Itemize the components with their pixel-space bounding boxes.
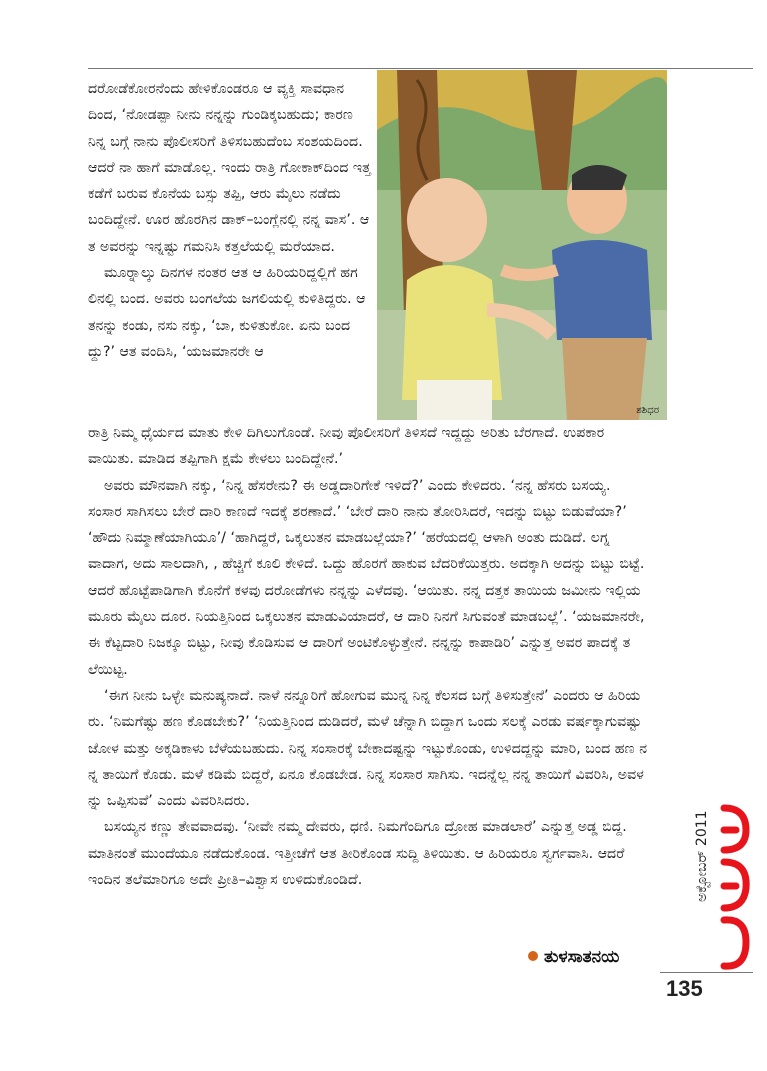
story-body-text (88, 420, 648, 893)
paragraph: ಮೂರ್‍ನಾಲ್ಕು ದಿನಗಳ ನಂತರ ಆತ ಆ ಹಿರಿಯರಿದ್ದಲ್ಲಿಗೆ ಹಗಲಿನಲ್ಲಿ ಬಂದ. ಅವರು ಬಂಗಲೆಯ ಜಗಲಿಯಲ್ಲಿ ಕುಳಿತಿದ್ದರು. ಆತನನ್ನು ಕಂಡು, ನಸು ನಕ್ಕು, ‘ಬಾ, ಕುಳಿತುಕೋ. ಏನು ಬಂದದ್ದು?’ ಆತ ವಂದಿಸಿ, ‘ಯಜಮಾನರೇ ಆ (88, 265, 366, 360)
mayura-masthead-logo (716, 800, 754, 975)
story-illustration (377, 70, 667, 420)
page-number: 135 (666, 976, 703, 1001)
artist-signature: ಶಶಿಧರ (636, 405, 659, 416)
paragraph: ಬಸಯ್ಯನ ಕಣ್ಣು ತೇವವಾದವು. ‘ನೀವೇ ನಮ್ಮ ದೇವರು, ಧಣಿ. ನಿಮಗೆಂದಿಗೂ ದ್ರೋಹ ಮಾಡಲಾರೆ’ ಎನ್ನುತ್ತ ಅಡ್ಡ ಬಿದ್ದ. ಮಾತಿನಂತೆ ಮುಂದೆಯೂ ನಡೆದುಕೊಂಡ. ಇತ್ತೀಚೆಗೆ ಆತ ತೀರಿಕೊಂಡ ಸುದ್ದಿ ತಿಳಿಯಿತು. ಆ ಹಿರಿಯರೂ ಸ್ವರ್ಗವಾಸಿ. ಆದರೆ ಇಂದಿನ ತಲೆಮಾರಿಗೂ ಅದೇ ಪ್ರೀತಿ–ವಿಶ್ವಾಸ ಉಳಿದುಕೊಂಡಿದೆ. (88, 819, 627, 889)
paragraph: ದರೋಡೆಕೋರನೆಂದು ಹೇಳಿಕೊಂಡರೂ ಆ ವ್ಯಕ್ತಿ ಸಾವಧಾನದಿಂದ, ‘ನೋಡಪ್ಪಾ ನೀನು ನನ್ನನ್ನು ಗುಂಡಿಕ್ಕಬಹುದು; ಕಾರಣ ನಿನ್ನ ಬಗ್ಗೆ ನಾನು ಪೊಲೀಸರಿಗೆ ತಿಳಿಸಬಹುದೆಂಬ ಸಂಶಯದಿಂದ. ಆದರೆ ನಾ ಹಾಗೆ ಮಾಡೊಲ್ಲ. ಇಂದು ರಾತ್ರಿ ಗೋಕಾಕ್‌ದಿಂದ ಇತ್ತ ಕಡೆಗೆ ಬರುವ ಕೊನೆಯ ಬಸ್ಸು ತಪ್ಪಿ, ಆರು ಮೈಲು ನಡೆದು ಬಂದಿದ್ದೇನೆ. ಊರ ಹೊರಗಿನ ಡಾಕ್‌–ಬಂಗ್ಲೆನಲ್ಲಿ ನನ್ನ ವಾಸ’. ಆತ ಅವರನ್ನು ಇನ್ನಷ್ಟು ಗಮನಿಸಿ ಕತ್ತಲೆಯಲ್ಲಿ ಮರೆಯಾದ. (88, 81, 371, 255)
illustration-art (377, 70, 667, 420)
story-column-text (88, 76, 372, 365)
paragraph: ‘ಈಗ ನೀನು ಒಳ್ಳೇ ಮನುಷ್ಯನಾದೆ. ನಾಳೆ ನನ್ನೂರಿಗೆ ಹೋಗುವ ಮುನ್ನ ನಿನ್ನ ಕೆಲಸದ ಬಗ್ಗೆ ತಿಳಿಸುತ್ತೇನೆ’ ಎಂದರು ಆ ಹಿರಿಯರು. ‘ನಿಮಗೆಷ್ಟು ಹಣ ಕೊಡಬೇಕು?’ ‘ನಿಯತ್ತಿನಿಂದ ದುಡಿದರೆ, ಮಳೆ ಚೆನ್ನಾಗಿ ಬಿದ್ದಾಗ ಒಂದು ಸಲಕ್ಕೆ ಎರಡು ವರ್ಷಕ್ಕಾಗುವಷ್ಟು ಜೋಳ ಮತ್ತು ಅಕ್ಕಡಿಕಾಳು ಬೆಳೆಯಬಹುದು. ನಿನ್ನ ಸಂಸಾರಕ್ಕೆ ಬೇಕಾದಷ್ಟನ್ನು ಇಟ್ಟುಕೊಂಡು, ಉಳಿದದ್ದನ್ನು ಮಾರಿ, ಬಂದ ಹಣ ನನ್ನ ತಾಯಿಗೆ ಕೊಡು. ಮಳೆ ಕಡಿಮೆ ಬಿದ್ದರೆ, ಏನೂ ಕೊಡಬೇಡ. ನಿನ್ನ ಸಂಸಾರ ಸಾಗಿಸು. ಇದನ್ನೆಲ್ಲ ನನ್ನ ತಾಯಿಗೆ ವಿವರಿಸಿ, ಅವಳನ್ನು ಒಪ್ಪಿಸುವೆ’ ಎಂದು ವಿವರಿಸಿದರು. (88, 687, 648, 810)
bullet-dot-icon (528, 951, 538, 961)
author-byline (528, 947, 619, 967)
top-rule (88, 68, 753, 69)
paragraph: ಅವರು ಮೌನವಾಗಿ ನಕ್ಕು, ‘ನಿನ್ನ ಹೆಸರೇನು? ಈ ಅಡ್ಡದಾರಿಗೇಕೆ ಇಳಿದೆ?’ ಎಂದು ಕೇಳಿದರು. ‘ನನ್ನ ಹೆಸರು ಬಸಯ್ಯ. ಸಂಸಾರ ಸಾಗಿಸಲು ಬೇರೆ ದಾರಿ ಕಾಣದೆ ಇದಕ್ಕೆ ಶರಣಾದೆ.’ ‘ಬೇರೆ ದಾರಿ ನಾನು ತೋರಿಸಿದರೆ, ಇದನ್ನು ಬಿಟ್ಟು ಬಿಡುವೆಯಾ?’ ‘ಹೌದು ನಿಮ್ಮಾಣೆಯಾಗಿಯೂ’/ ‘ಹಾಗಿದ್ದರೆ, ಒಕ್ಕಲುತನ ಮಾಡಬಲ್ಲೆಯಾ?’ ‘ಹರೆಯದಲ್ಲಿ ಆಳಾಗಿ ಅಂತು ದುಡಿದೆ. ಲಗ್ನವಾದಾಗ, ಅದು ಸಾಲದಾಗಿ, , ಹೆಚ್ಚಿಗೆ ಕೂಲಿ ಕೇಳಿದೆ. ಒದ್ದು ಹೊರಗೆ ಹಾಕುವ ಬೆದರಿಕೆಯಿತ್ತರು. ಅದಕ್ಕಾಗಿ ಅದನ್ನು ಬಿಟ್ಟು ಬಿಟ್ಟೆ. ಆದರೆ ಹೊಟ್ಟೆಪಾಡಿಗಾಗಿ ಕೊನೆಗೆ ಕಳವು ದರೋಡೆಗಳು ನನ್ನನ್ನು ಎಳೆದವು. ‘ಆಯಿತು. ನನ್ನ ದತ್ತಕ ತಾಯಿಯ ಜಮೀನು ಇಲ್ಲಿಯ ಮೂರು ಮೈಲು ದೂರ. ನಿಯತ್ತಿನಿಂದ ಒಕ್ಕಲುತನ ಮಾಡುವಿಯಾದರೆ, ಆ ದಾರಿ ನಿನಗೆ ಸಿಗುವಂತೆ ಮಾಡಬಲ್ಲೆ’. ‘ಯಜಮಾನರೇ, ಈ ಕೆಟ್ಟದಾರಿ ನಿಜಕ್ಕೂ ಬಿಟ್ಟು, ನೀವು ಕೊಡಿಸುವ ಆ ದಾರಿಗೆ ಅಂಟಿಕೊಳ್ಳುತ್ತೇನೆ. ನನ್ನನ್ನು ಕಾಪಾಡಿರಿ’ ಎನ್ನುತ್ತ ಅವರ ಪಾದಕ್ಕೆ ತಲೆಯಿಟ್ಟ. (88, 477, 645, 678)
bottom-rule (660, 972, 753, 973)
issue-date: ಅಕ್ಟೋಬರ್ 2011 (694, 810, 710, 902)
paragraph: ರಾತ್ರಿ ನಿಮ್ಮ ಧೈರ್ಯದ ಮಾತು ಕೇಳಿ ದಿಗಿಲುಗೊಂಡೆ. ನೀವು ಪೊಲೀಸರಿಗೆ ತಿಳಿಸದೆ ಇದ್ದದ್ದು ಅರಿತು ಬೆರಗಾದೆ. ಉಪಕಾರವಾಯಿತು. ಮಾಡಿದ ತಪ್ಪಿಗಾಗಿ ಕ್ಷಮೆ ಕೇಳಲು ಬಂದಿದ್ದೇನೆ.’ (88, 425, 605, 468)
author-name: ತುಳಸಾತನಯ (544, 947, 620, 967)
